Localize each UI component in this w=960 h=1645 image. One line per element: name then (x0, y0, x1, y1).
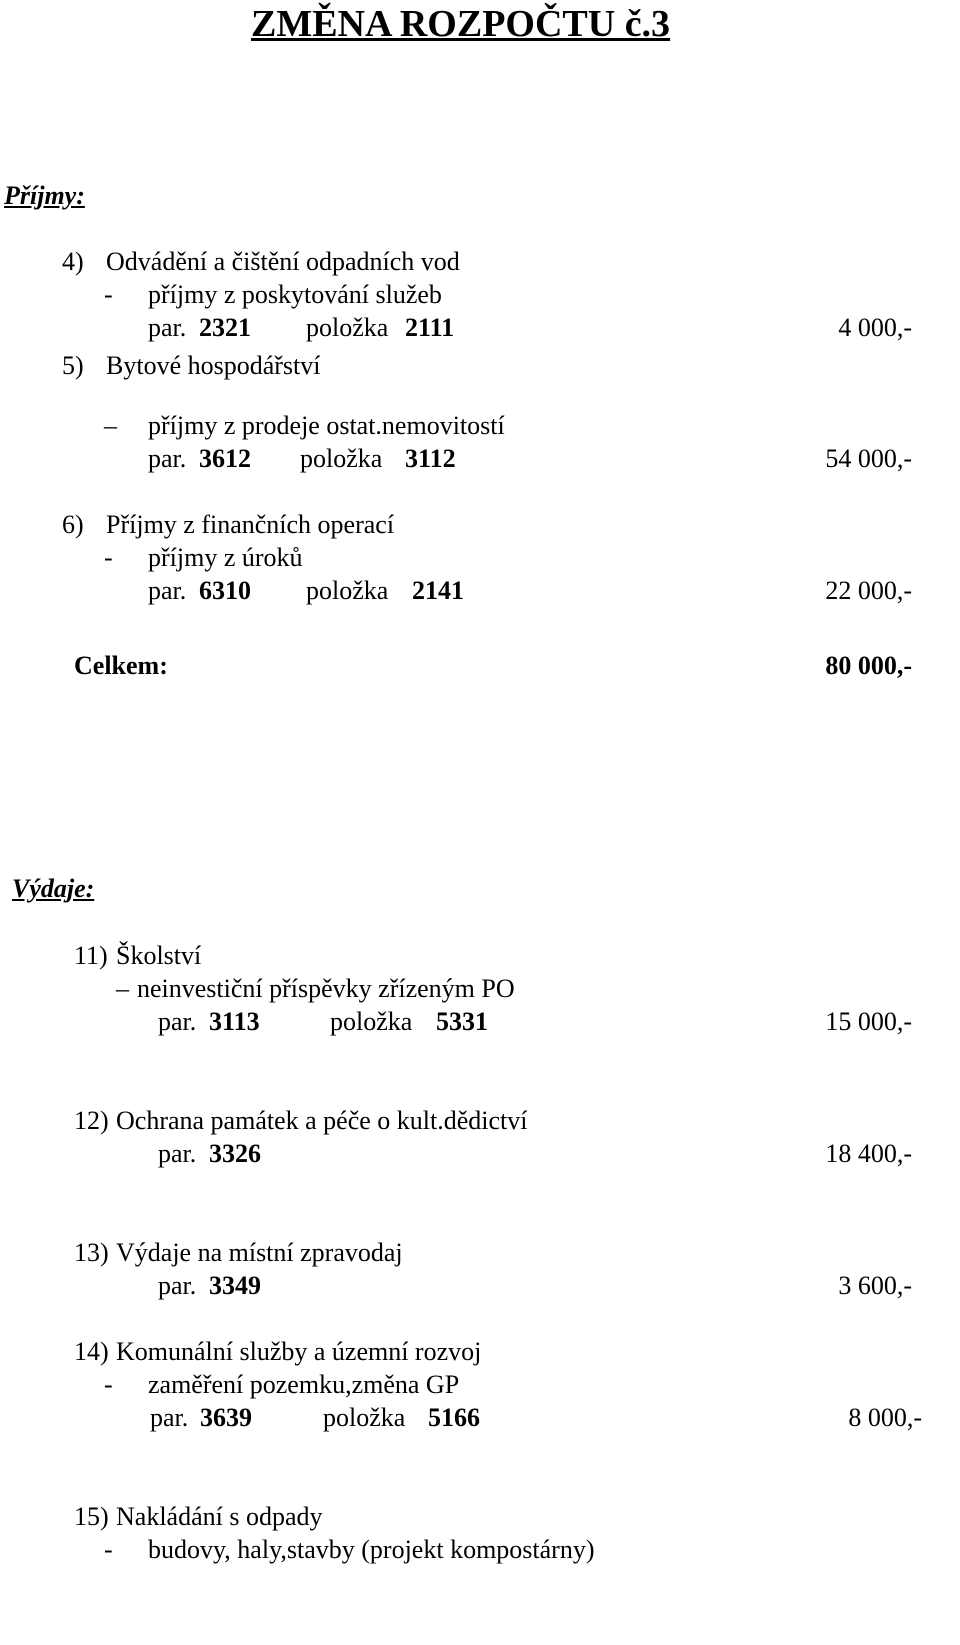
item-name: Výdaje na místní zpravodaj (116, 1238, 403, 1267)
item-amount: 3 600,- (838, 1271, 912, 1300)
pol-number: 5331 (436, 1007, 488, 1036)
item-number: 6) (62, 510, 84, 539)
item-number: 4) (62, 247, 84, 276)
pol-label: položka (306, 313, 389, 342)
item-number: 14) (74, 1337, 109, 1366)
item-name: Školství (116, 941, 202, 970)
item-description: příjmy z prodeje ostat.nemovitostí (148, 411, 505, 440)
item-dash: - (104, 280, 113, 309)
item-amount: 8 000,- (848, 1403, 922, 1432)
par-label: par. (158, 1007, 197, 1036)
item-amount: 54 000,- (825, 444, 912, 473)
section-heading-vydaje: Výdaje: (12, 874, 95, 903)
par-label: par. (158, 1139, 197, 1168)
pol-number: 2111 (405, 313, 455, 342)
item-name: Bytové hospodářství (106, 351, 321, 380)
par-label: par. (150, 1403, 189, 1432)
item-number: 15) (74, 1502, 109, 1531)
item-description: příjmy z úroků (148, 543, 303, 572)
item-description: zaměření pozemku,změna GP (148, 1370, 460, 1399)
item-description: příjmy z poskytování služeb (148, 280, 442, 309)
par-label: par. (148, 444, 187, 473)
item-dash: - (104, 543, 113, 572)
item-number: 12) (74, 1106, 109, 1135)
item-name: Ochrana památek a péče o kult.dědictví (116, 1106, 528, 1135)
item-name: Komunální služby a územní rozvoj (116, 1337, 482, 1366)
item-description: neinvestiční příspěvky zřízeným PO (137, 974, 515, 1003)
pol-label: položka (300, 444, 383, 473)
par-number: 2321 (199, 313, 251, 342)
item-name: Nakládání s odpady (116, 1502, 323, 1531)
section-heading-prijmy: Příjmy: (4, 181, 85, 210)
par-number: 3612 (199, 444, 251, 473)
total-label: Celkem: (74, 651, 168, 680)
pol-label: položka (330, 1007, 413, 1036)
page-title: ZMĚNA ROZPOČTU č.3 (251, 3, 671, 45)
item-amount: 15 000,- (825, 1007, 912, 1036)
item-number: 13) (74, 1238, 109, 1267)
item-name: Příjmy z finančních operací (106, 510, 395, 539)
par-label: par. (158, 1271, 197, 1300)
par-label: par. (148, 313, 187, 342)
pol-number: 3112 (405, 444, 456, 473)
item-number: 11) (74, 941, 108, 970)
item-amount: 22 000,- (825, 576, 912, 605)
item-dash: - (104, 1535, 113, 1564)
total-amount: 80 000,- (825, 651, 912, 680)
par-label: par. (148, 576, 187, 605)
par-number: 6310 (199, 576, 251, 605)
pol-label: položka (323, 1403, 406, 1432)
par-number: 3639 (200, 1403, 252, 1432)
item-amount: 4 000,- (838, 313, 912, 342)
item-amount: 18 400,- (825, 1139, 912, 1168)
item-dash: – (116, 974, 129, 1003)
par-number: 3113 (209, 1007, 260, 1036)
item-dash: - (104, 1370, 113, 1399)
par-number: 3349 (209, 1271, 261, 1300)
item-description: budovy, haly,stavby (projekt kompostárny) (148, 1535, 595, 1564)
item-dash: – (104, 411, 117, 440)
pol-label: položka (306, 576, 389, 605)
par-number: 3326 (209, 1139, 261, 1168)
pol-number: 2141 (412, 576, 464, 605)
pol-number: 5166 (428, 1403, 480, 1432)
item-name: Odvádění a čištění odpadních vod (106, 247, 460, 276)
item-number: 5) (62, 351, 84, 380)
